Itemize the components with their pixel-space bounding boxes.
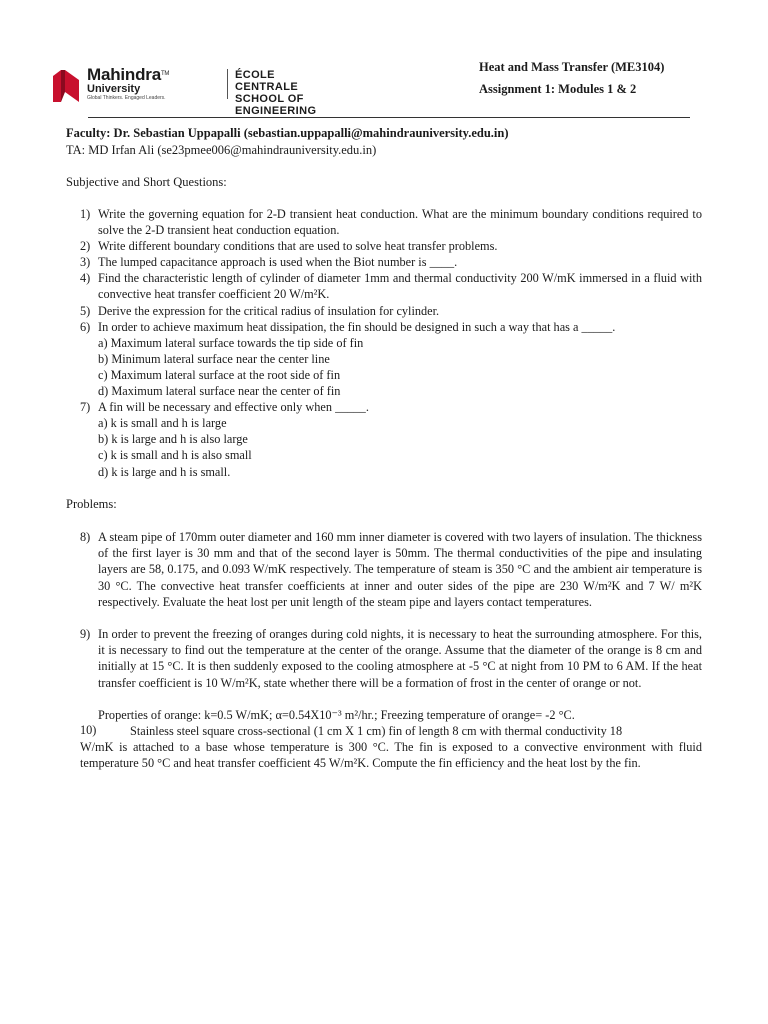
question-6: 6) In order to achieve maximum heat dissipation, the fin should be designed in such a way that has a _____. — [80, 320, 616, 334]
problem-8: 8) A steam pipe of 170mm outer diameter and 160 mm inner diameter is covered with two layers of insulation. The thickness of the first layer is 30 mm and that of the second layer is 50mm. The thermal conductivities of the pipe and insulating layers are 58, 0.175, and 0.093 W/mK respectively. The temperature of steam is 350 °C and the ambient air temperature is 30 °C. The convective heat transfer coefficients at inner and outer sides of the pipe are 230 W/m²K and 7 W/ m²K respectively. Evaluate the heat lost per unit length of the steam pipe and layers contact temperatures. — [80, 530, 702, 609]
q6-option-b: b) Minimum lateral surface near the center line — [98, 352, 330, 366]
question-1: 1) Write the governing equation for 2-D transient heat conduction. What are the minimum boundary conditions required to solve the 2-D transient heat conduction equation. — [80, 207, 702, 238]
q6-option-d: d) Maximum lateral surface near the center of fin — [98, 384, 341, 398]
university-logo — [51, 65, 341, 117]
problem-10: Stainless steel square cross-sectional (1 cm X 1 cm) fin of length 8 cm with thermal conductivity 18 W/mK is attached to a base whose temperature is 300 °C. The fin is exposed to a convective environment with fluid temperature 50 °C and heat transfer coefficient 45 W/m²K. Compute the fin efficiency and the heat lost by the fin. — [80, 724, 702, 771]
q7-option-c: c) k is small and h is also small — [98, 448, 252, 462]
mahindra-logo-icon — [51, 68, 81, 102]
orange-properties: Properties of orange: k=0.5 W/mK; α=0.54X10⁻³ m²/hr.; Freezing temperature of orange= -2 °C. — [98, 708, 575, 722]
assignment-title: Assignment 1: Modules 1 & 2 — [479, 82, 637, 96]
q6-option-a: a) Maximum lateral surface towards the tip side of fin — [98, 336, 364, 350]
question-5: 5) Derive the expression for the critical radius of insulation for cylinder. — [80, 304, 440, 318]
problem-9: 9) In order to prevent the freezing of oranges during cold nights, it is necessary to heat the surrounding atmosphere. For this, it is necessary to find out the temperature at the center of the orange. Assume that the diameter of the orange is 8 cm and initially at 15 °C. It is then suddenly exposed to the cooling atmosphere at -5 °C at night from 10 PM to 6 AM. If the heat transfer coefficient is 10 W/m²K, state whether there will be a formation of frost in the center of orange or not. — [80, 627, 702, 690]
problems-heading: Problems: — [66, 497, 117, 511]
logo-divider — [227, 69, 228, 99]
problem-10-number: 10) — [80, 723, 97, 737]
q7-option-d: d) k is large and h is small. — [98, 465, 231, 479]
document-header — [479, 60, 664, 104]
header-rule — [88, 117, 690, 118]
ta-line: TA: MD Irfan Ali (se23pmee006@mahindrauniversity.edu.in) — [66, 143, 377, 157]
q6-option-c: c) Maximum lateral surface at the root side of fin — [98, 368, 341, 382]
faculty-line: Faculty: Dr. Sebastian Uppapalli (sebastian.uppapalli@mahindrauniversity.edu.in) — [66, 126, 509, 140]
q7-option-a: a) k is small and h is large — [98, 416, 227, 430]
course-title: Heat and Mass Transfer (ME3104) — [479, 60, 665, 74]
question-3: 3) The lumped capacitance approach is used when the Biot number is ____. — [80, 255, 458, 269]
brand-name: Mahindra™ — [87, 65, 170, 84]
question-2: 2) Write different boundary conditions that are used to solve heat transfer problems. — [80, 239, 498, 253]
question-7: 7) A fin will be necessary and effective only when _____. — [80, 400, 369, 414]
brand-block — [87, 66, 169, 102]
ecole-centrale-label: ÉCOLE CENTRALE SCHOOL OF ENGINEERING — [235, 69, 317, 117]
q7-option-b: b) k is large and h is also large — [98, 432, 248, 446]
brand-subtitle: University — [87, 83, 141, 95]
brand-tagline: Global Thinkers. Engaged Leaders. — [87, 95, 166, 101]
question-4: 4) Find the characteristic length of cylinder of diameter 1mm and thermal conductivity 200 W/mK immersed in a fluid with convective heat transfer coefficient 20 W/m²K. — [80, 271, 702, 302]
subjective-heading: Subjective and Short Questions: — [66, 175, 227, 189]
